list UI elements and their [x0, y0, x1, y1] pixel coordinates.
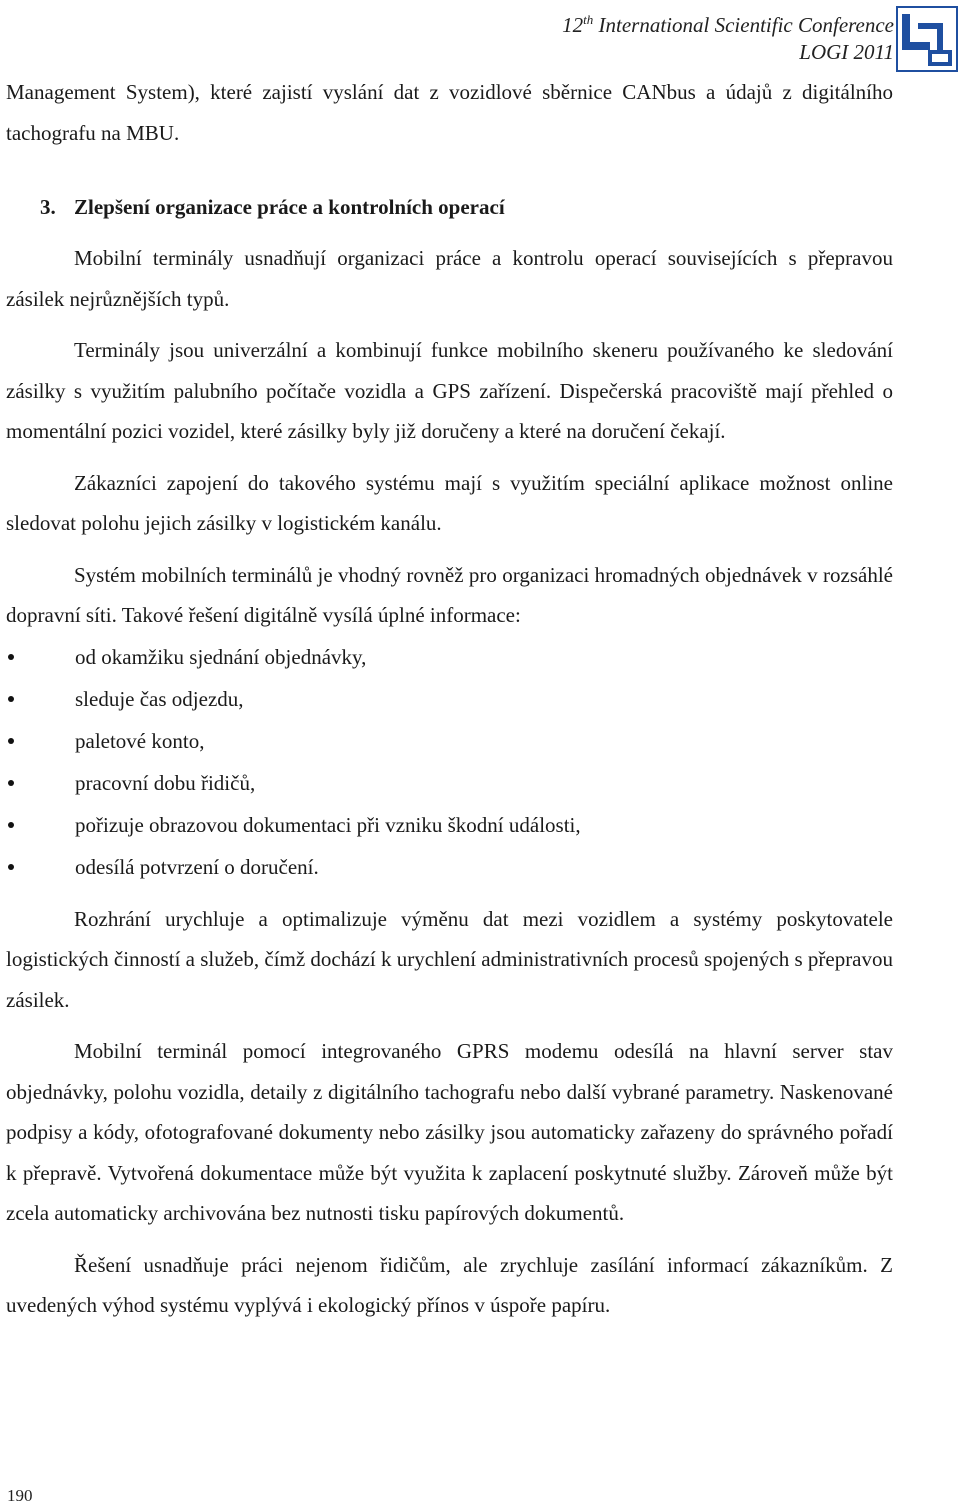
paragraph: Terminály jsou univerzální a kombinují funkce mobilního skeneru používaného ke sledování zásilky s využitím palubního počítače vozidla a GPS zařízení. Dispečerská pracoviště mají přehled o momentální pozici vozidel, které zásilky byly již doručeny a které na doručení čekají.	[6, 338, 893, 443]
logi-logo-icon	[896, 6, 958, 72]
paragraph: Mobilní terminály usnadňují organizaci práce a kontrolu operací souvisejících s přepravou zásilek nejrůznějších typů.	[6, 246, 893, 311]
conference-ordinal-suffix: th	[583, 12, 594, 27]
conference-title	[562, 6, 894, 39]
bullet-list	[6, 636, 893, 888]
paragraph: Mobilní terminál pomocí integrovaného GPRS modemu odesílá na hlavní server stav objednávky, polohu vozidla, detaily z digitálního tachografu nebo další vybrané parametry. Naskenované podpisy a kódy, ofotografované dokumenty nebo zásilky jsou automaticky zařazeny do správného pořadí k přepravě. Vytvořená dokumentace může být využita k zaplacení poskytnuté služby. Zároveň může být zcela automaticky archivována bez nutnosti tisku papírových dokumentů.	[6, 1039, 893, 1225]
conference-name: International Scientific Conference	[593, 13, 894, 37]
paragraph: Systém mobilních terminálů je vhodný rovněž pro organizaci hromadných objednávek v rozsáhlé dopravní síti. Takové řešení digitálně vysílá úplné informace:	[6, 562, 893, 627]
page-number: 190	[7, 1486, 33, 1505]
paragraph-continued: Management System), které zajistí vyslání dat z vozidlové sběrnice CANbus a údajů z digitálního tachografu na MBU.	[6, 80, 893, 145]
page-body	[6, 72, 893, 1326]
paragraph: Řešení usnadňuje práci nejenom řidičům, ale zrychluje zasílání informací zákazníkům. Z uvedených výhod systému vyplývá i ekologický přínos v úspoře papíru.	[6, 1252, 893, 1317]
conference-event: LOGI 2011	[799, 40, 894, 64]
list-item: pracovní dobu řidičů,	[6, 762, 893, 804]
paragraph: Rozhrání urychluje a optimalizuje výměnu dat mezi vozidlem a systémy poskytovatele logistických činností a služeb, čímž dochází k urychlení administrativních procesů spojených s přepravou zásilek.	[6, 906, 894, 1012]
paragraph: Zákazníci zapojení do takového systému mají s využitím speciální aplikace možnost online sledovat polohu jejich zásilky v logistickém kanálu.	[6, 470, 893, 535]
section-title: Zlepšení organizace práce a kontrolních operací	[74, 195, 505, 219]
conference-ordinal: 12	[562, 13, 584, 37]
conference-header	[562, 6, 894, 66]
list-item: paletové konto,	[6, 720, 893, 762]
list-item: od okamžiku sjednání objednávky,	[6, 636, 893, 678]
section-heading	[40, 187, 893, 227]
list-item: pořizuje obrazovou dokumentaci při vzniku škodní události,	[6, 804, 893, 846]
section-number: 3.	[40, 195, 56, 219]
list-item: odesílá potvrzení o doručení.	[6, 846, 893, 888]
list-item: sleduje čas odjezdu,	[6, 678, 893, 720]
